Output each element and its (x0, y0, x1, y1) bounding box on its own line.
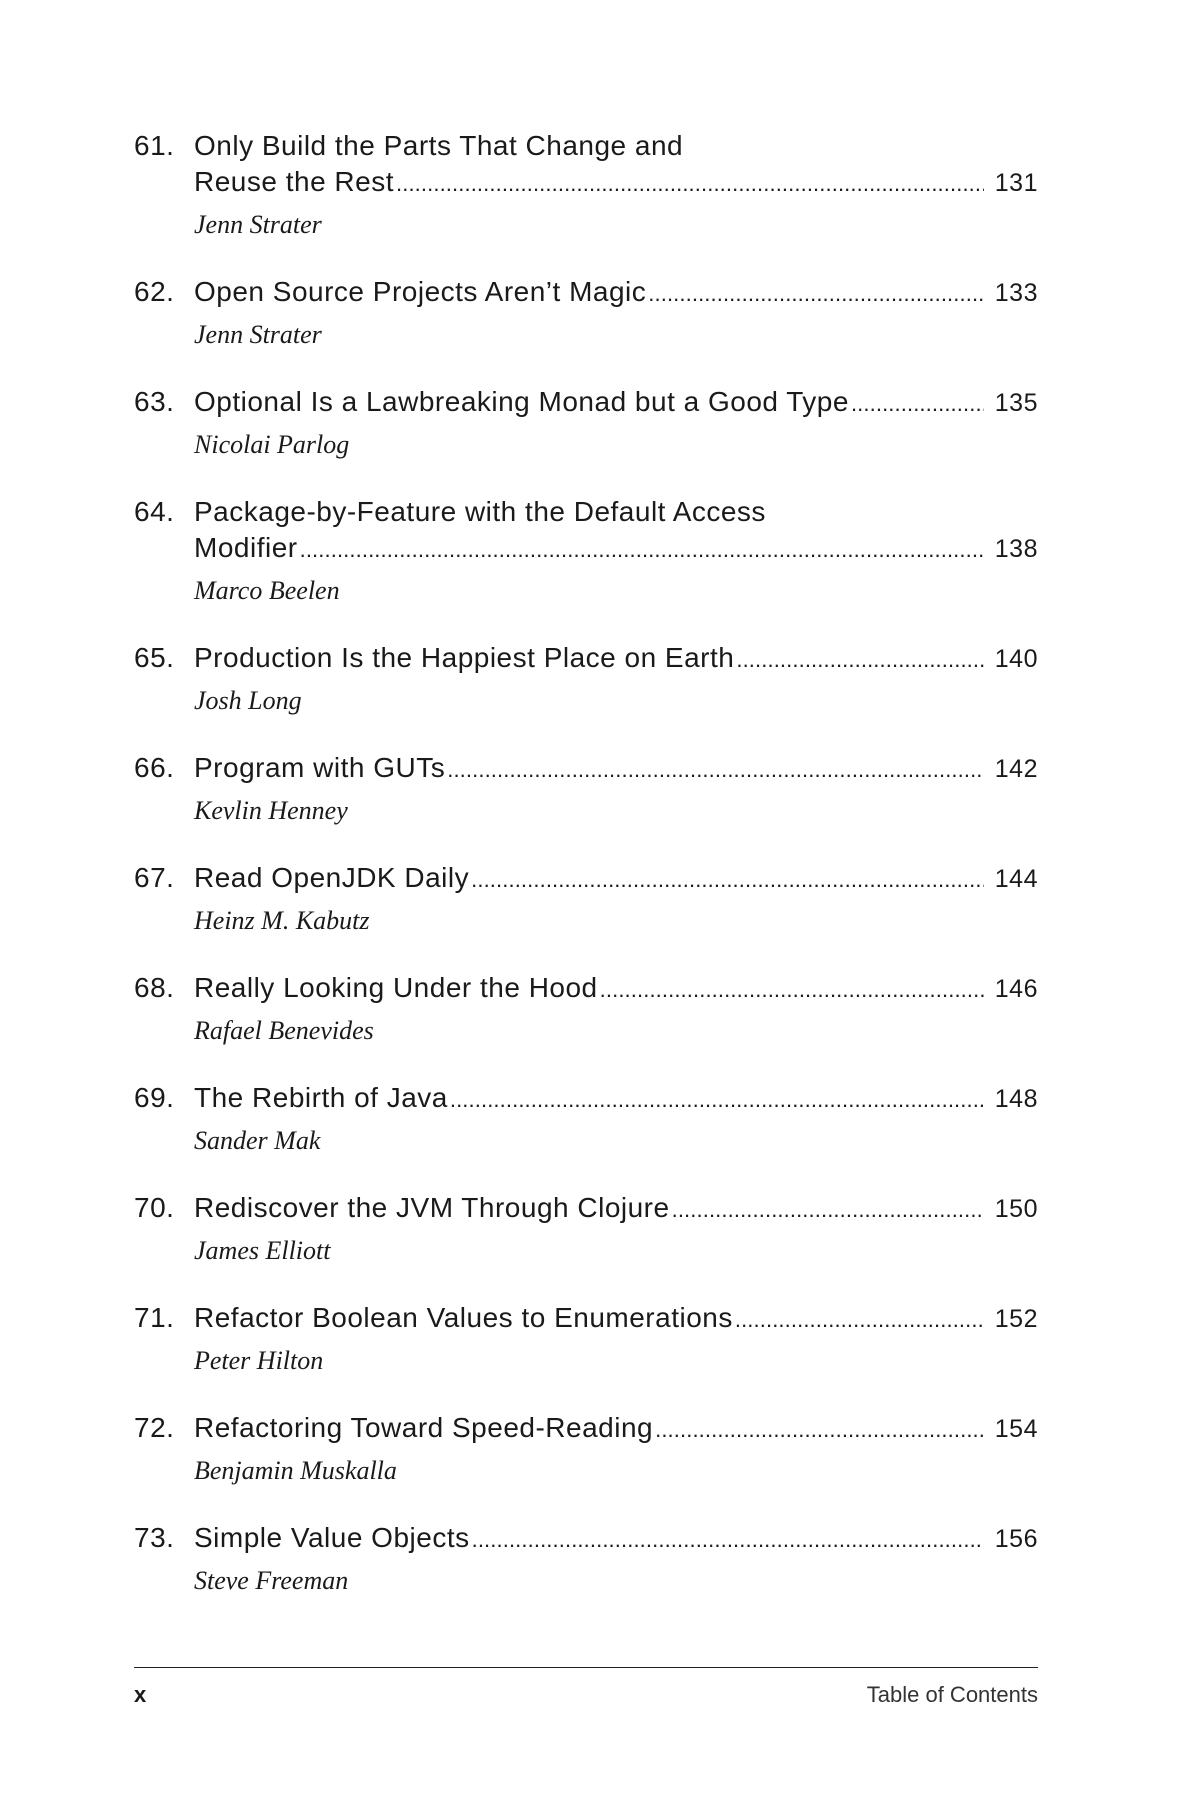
entry-page-number: 140 (994, 645, 1038, 673)
entry-number: 71. (134, 1302, 175, 1333)
entry-title: Optional Is a Lawbreaking Monad but a Good Type (194, 386, 849, 417)
entry-body (194, 970, 1038, 1048)
toc-entry[interactable] (134, 494, 1038, 640)
footer-section-title: Table of Contents (866, 1682, 1038, 1707)
entry-title: Read OpenJDK Daily (194, 862, 470, 893)
dot-leader (450, 1082, 984, 1118)
footer-page-number: x (134, 1682, 147, 1707)
entry-page-number: 138 (994, 535, 1038, 563)
entry-author: Sander Mak (194, 1126, 321, 1155)
dot-leader (672, 1192, 984, 1228)
dot-leader (735, 1302, 984, 1338)
entry-page-number: 148 (994, 1085, 1038, 1113)
entry-author: James Elliott (194, 1236, 331, 1265)
entry-title-line (194, 1080, 1038, 1118)
entry-page-number: 133 (994, 279, 1038, 307)
entry-number: 67. (134, 862, 175, 893)
entry-number: 66. (134, 752, 175, 783)
dot-leader (648, 276, 984, 312)
entry-body (194, 750, 1038, 828)
entry-page-number: 131 (994, 169, 1038, 197)
entry-title-line (194, 164, 1038, 202)
entry-title-line (194, 274, 1038, 312)
entry-author: Marco Beelen (194, 576, 340, 605)
entry-page-number: 150 (994, 1195, 1038, 1223)
dot-leader (300, 532, 984, 568)
footer-divider (134, 1667, 1038, 1668)
entry-title-line (194, 384, 1038, 422)
entry-author: Jenn Strater (194, 320, 322, 349)
toc-entry[interactable] (134, 128, 1038, 274)
dot-leader (471, 862, 984, 898)
entry-body (194, 1520, 1038, 1598)
entry-number: 68. (134, 972, 175, 1003)
toc-entry[interactable] (134, 1190, 1038, 1300)
entry-title: Program with GUTs (194, 752, 446, 783)
entry-author: Peter Hilton (194, 1346, 324, 1375)
entry-number: 73. (134, 1522, 175, 1553)
dot-leader (447, 752, 984, 788)
toc-entry[interactable] (134, 1080, 1038, 1190)
entry-number: 61. (134, 130, 175, 161)
entry-title-line (194, 1520, 1038, 1558)
entry-body (194, 128, 1038, 242)
entry-title: Simple Value Objects (194, 1522, 470, 1553)
entry-body (194, 274, 1038, 352)
entry-page-number: 142 (994, 755, 1038, 783)
entry-title-line1: Package-by-Feature with the Default Access (194, 496, 766, 527)
dot-leader (396, 166, 984, 202)
entry-title-line (194, 1300, 1038, 1338)
toc-list (134, 128, 1038, 1630)
dot-leader (655, 1412, 984, 1448)
dot-leader (736, 642, 984, 678)
entry-title-line (194, 1190, 1038, 1228)
entry-body (194, 384, 1038, 462)
entry-author: Heinz M. Kabutz (194, 906, 370, 935)
entry-title-line (194, 640, 1038, 678)
entry-number: 64. (134, 496, 175, 527)
entry-author: Kevlin Henney (194, 796, 348, 825)
entry-number: 65. (134, 642, 175, 673)
entry-title: Really Looking Under the Hood (194, 972, 598, 1003)
toc-entry[interactable] (134, 640, 1038, 750)
toc-entry[interactable] (134, 1410, 1038, 1520)
dot-leader (600, 972, 984, 1008)
entry-title-line (194, 970, 1038, 1008)
entry-title: Production Is the Happiest Place on Earth (194, 642, 735, 673)
toc-entry[interactable] (134, 1520, 1038, 1630)
entry-page-number: 144 (994, 865, 1038, 893)
entry-title-line (194, 530, 1038, 568)
entry-title-line (194, 1410, 1038, 1448)
entry-page-number: 146 (994, 975, 1038, 1003)
entry-body (194, 1190, 1038, 1268)
toc-entry[interactable] (134, 750, 1038, 860)
entry-author: Benjamin Muskalla (194, 1456, 397, 1485)
entry-page-number: 152 (994, 1305, 1038, 1333)
entry-number: 63. (134, 386, 175, 417)
entry-page-number: 154 (994, 1415, 1038, 1443)
entry-title: Refactor Boolean Values to Enumerations (194, 1302, 733, 1333)
entry-title: Open Source Projects Aren’t Magic (194, 276, 647, 307)
entry-title: Rediscover the JVM Through Clojure (194, 1192, 670, 1223)
entry-body (194, 1410, 1038, 1488)
entry-number: 62. (134, 276, 175, 307)
toc-entry[interactable] (134, 274, 1038, 384)
dot-leader (472, 1522, 984, 1558)
entry-body (194, 1300, 1038, 1378)
entry-title-line (194, 860, 1038, 898)
entry-number: 72. (134, 1412, 175, 1443)
toc-entry[interactable] (134, 860, 1038, 970)
entry-number: 69. (134, 1082, 175, 1113)
entry-author: Nicolai Parlog (194, 430, 350, 459)
entry-title: Refactoring Toward Speed-Reading (194, 1412, 654, 1443)
entry-title-line2: Modifier (194, 532, 298, 563)
entry-body (194, 1080, 1038, 1158)
entry-title-line2: Reuse the Rest (194, 166, 394, 197)
toc-entry[interactable] (134, 1300, 1038, 1410)
entry-page-number: 135 (994, 389, 1038, 417)
entry-author: Rafael Benevides (194, 1016, 374, 1045)
entry-title-line1: Only Build the Parts That Change and (194, 130, 684, 161)
toc-entry[interactable] (134, 970, 1038, 1080)
entry-title-line (194, 750, 1038, 788)
entry-page-number: 156 (994, 1525, 1038, 1553)
entry-author: Jenn Strater (194, 210, 322, 239)
entry-body (194, 860, 1038, 938)
entry-title: The Rebirth of Java (194, 1082, 448, 1113)
entry-author: Josh Long (194, 686, 302, 715)
entry-body (194, 494, 1038, 608)
entry-body (194, 640, 1038, 718)
toc-entry[interactable] (134, 384, 1038, 494)
entry-number: 70. (134, 1192, 175, 1223)
dot-leader (851, 386, 984, 422)
entry-author: Steve Freeman (194, 1566, 349, 1595)
